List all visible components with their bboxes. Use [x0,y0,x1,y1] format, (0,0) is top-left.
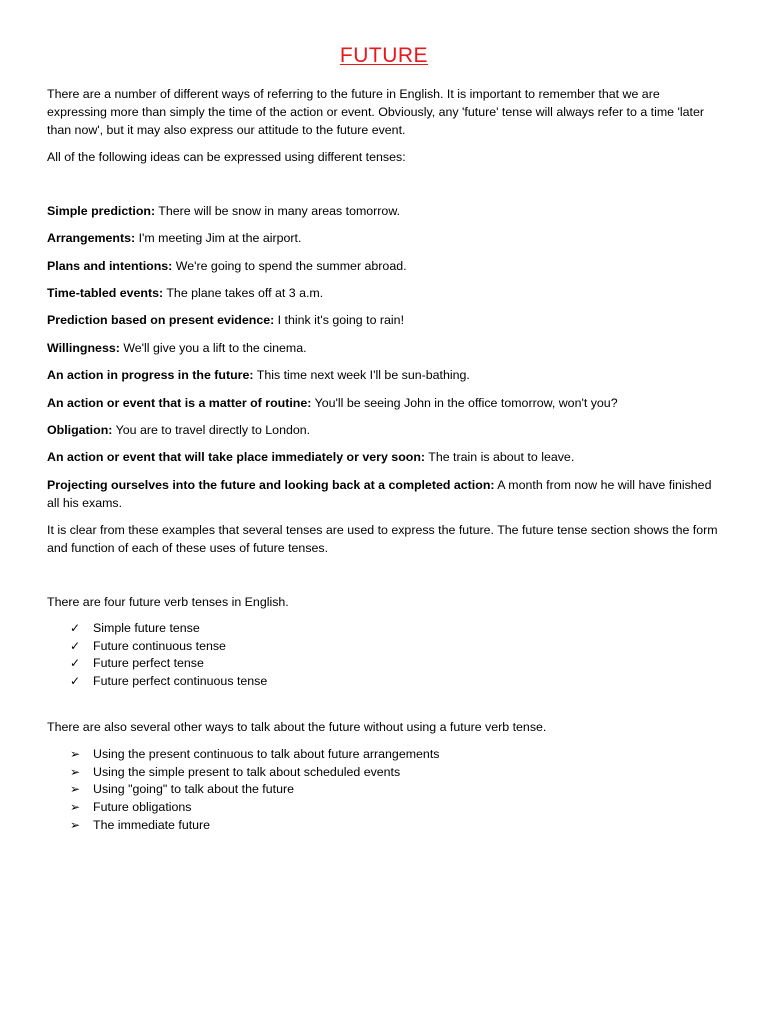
definition-term: Plans and intentions: [47,259,173,273]
page-title: FUTURE [339,44,429,67]
list-item-text: Simple future tense [93,621,200,635]
arrow-bullet-icon: ➢ [70,782,81,797]
definition-example: I'm meeting Jim at the airport. [135,231,302,245]
definition-term: Willingness: [47,341,120,355]
list-item-text: Future continuous tense [93,638,226,653]
definition-projecting [47,476,727,512]
ideas-intro-paragraph: All of the following ideas can be expressed using different tenses: [47,150,406,164]
definition-example: A month from now he will have finished all his exams. [47,478,712,510]
definition-term: An action in progress in the future: [47,368,254,382]
definition-term: Simple prediction: [47,204,156,218]
definition-arrangements [47,229,727,247]
arrow-bullet-icon: ➢ [70,747,81,761]
definition-action-in-progress [47,366,727,384]
list-item [70,764,439,782]
checkmark-icon: ✓ [70,674,81,689]
other-ways-list [70,746,439,834]
list-item [70,673,267,691]
definition-simple-prediction [47,202,727,220]
definition-example: We're going to spend the summer abroad. [172,259,407,273]
definition-example: The train is about to leave. [425,450,575,464]
checkmark-icon: ✓ [70,656,81,671]
arrow-bullet-icon: ➢ [70,764,81,779]
list-item [70,620,267,638]
definition-immediate [47,448,727,466]
arrow-bullet-icon: ➢ [70,800,81,815]
list-item [70,799,439,817]
four-tenses-intro: There are four future verb tenses in English. [47,595,289,609]
definition-example: You'll be seeing John in the office tomorrow, won't you? [311,396,618,410]
list-item-text: Using "going" to talk about the future [93,782,294,797]
list-item [70,746,439,764]
list-item-text: Future perfect tense [93,656,204,671]
other-ways-intro: There are also several other ways to talk about the future without using a future verb tense. [47,720,547,734]
list-item [70,781,439,799]
arrow-bullet-icon: ➢ [70,817,81,832]
list-item-text: Using the present continuous to talk about future arrangements [93,747,440,761]
definition-obligation [47,421,727,439]
definition-term: An action or event that will take place immediately or very soon: [47,450,426,464]
definition-term: Projecting ourselves into the future and looking back at a completed action: [47,478,495,492]
checkmark-icon: ✓ [70,621,81,635]
definition-example: There will be snow in many areas tomorrow. [155,204,401,218]
definition-example: I think it's going to rain! [274,313,405,327]
definition-example: The plane takes off at 3 a.m. [163,286,324,300]
definition-routine [47,394,727,412]
tenses-checklist [70,620,267,691]
definition-term: Obligation: [47,423,113,437]
definition-willingness [47,339,727,357]
definition-time-tabled-events [47,284,727,302]
list-item [70,655,267,673]
list-item-text: The immediate future [93,817,211,832]
definition-term: Time-tabled events: [47,286,164,300]
definition-term: Prediction based on present evidence: [47,313,275,327]
definition-plans-intentions [47,257,727,275]
intro-paragraph: There are a number of different ways of referring to the future in English. It is important to remember that we are expressing more than simply the time of the action or event. Obviously, any 'future' tense will always refer to a time 'later than now', but it may also express our attitude to the future event. [47,87,704,137]
list-item [70,638,267,656]
definition-prediction-evidence [47,311,727,329]
definition-term: An action or event that is a matter of routine: [47,396,312,410]
list-item-text: Using the simple present to talk about scheduled events [93,764,401,779]
list-item [70,817,439,835]
definition-example: This time next week I'll be sun-bathing. [253,368,470,382]
definition-example: You are to travel directly to London. [112,423,311,437]
checkmark-icon: ✓ [70,638,81,653]
definition-term: Arrangements: [47,231,136,245]
list-item-text: Future obligations [93,800,192,815]
conclusion-paragraph: It is clear from these examples that several tenses are used to express the future. The future tense section shows the form and function of each of these uses of future tenses. [47,523,718,555]
list-item-text: Future perfect continuous tense [93,674,268,689]
definition-example: We'll give you a lift to the cinema. [119,341,307,355]
